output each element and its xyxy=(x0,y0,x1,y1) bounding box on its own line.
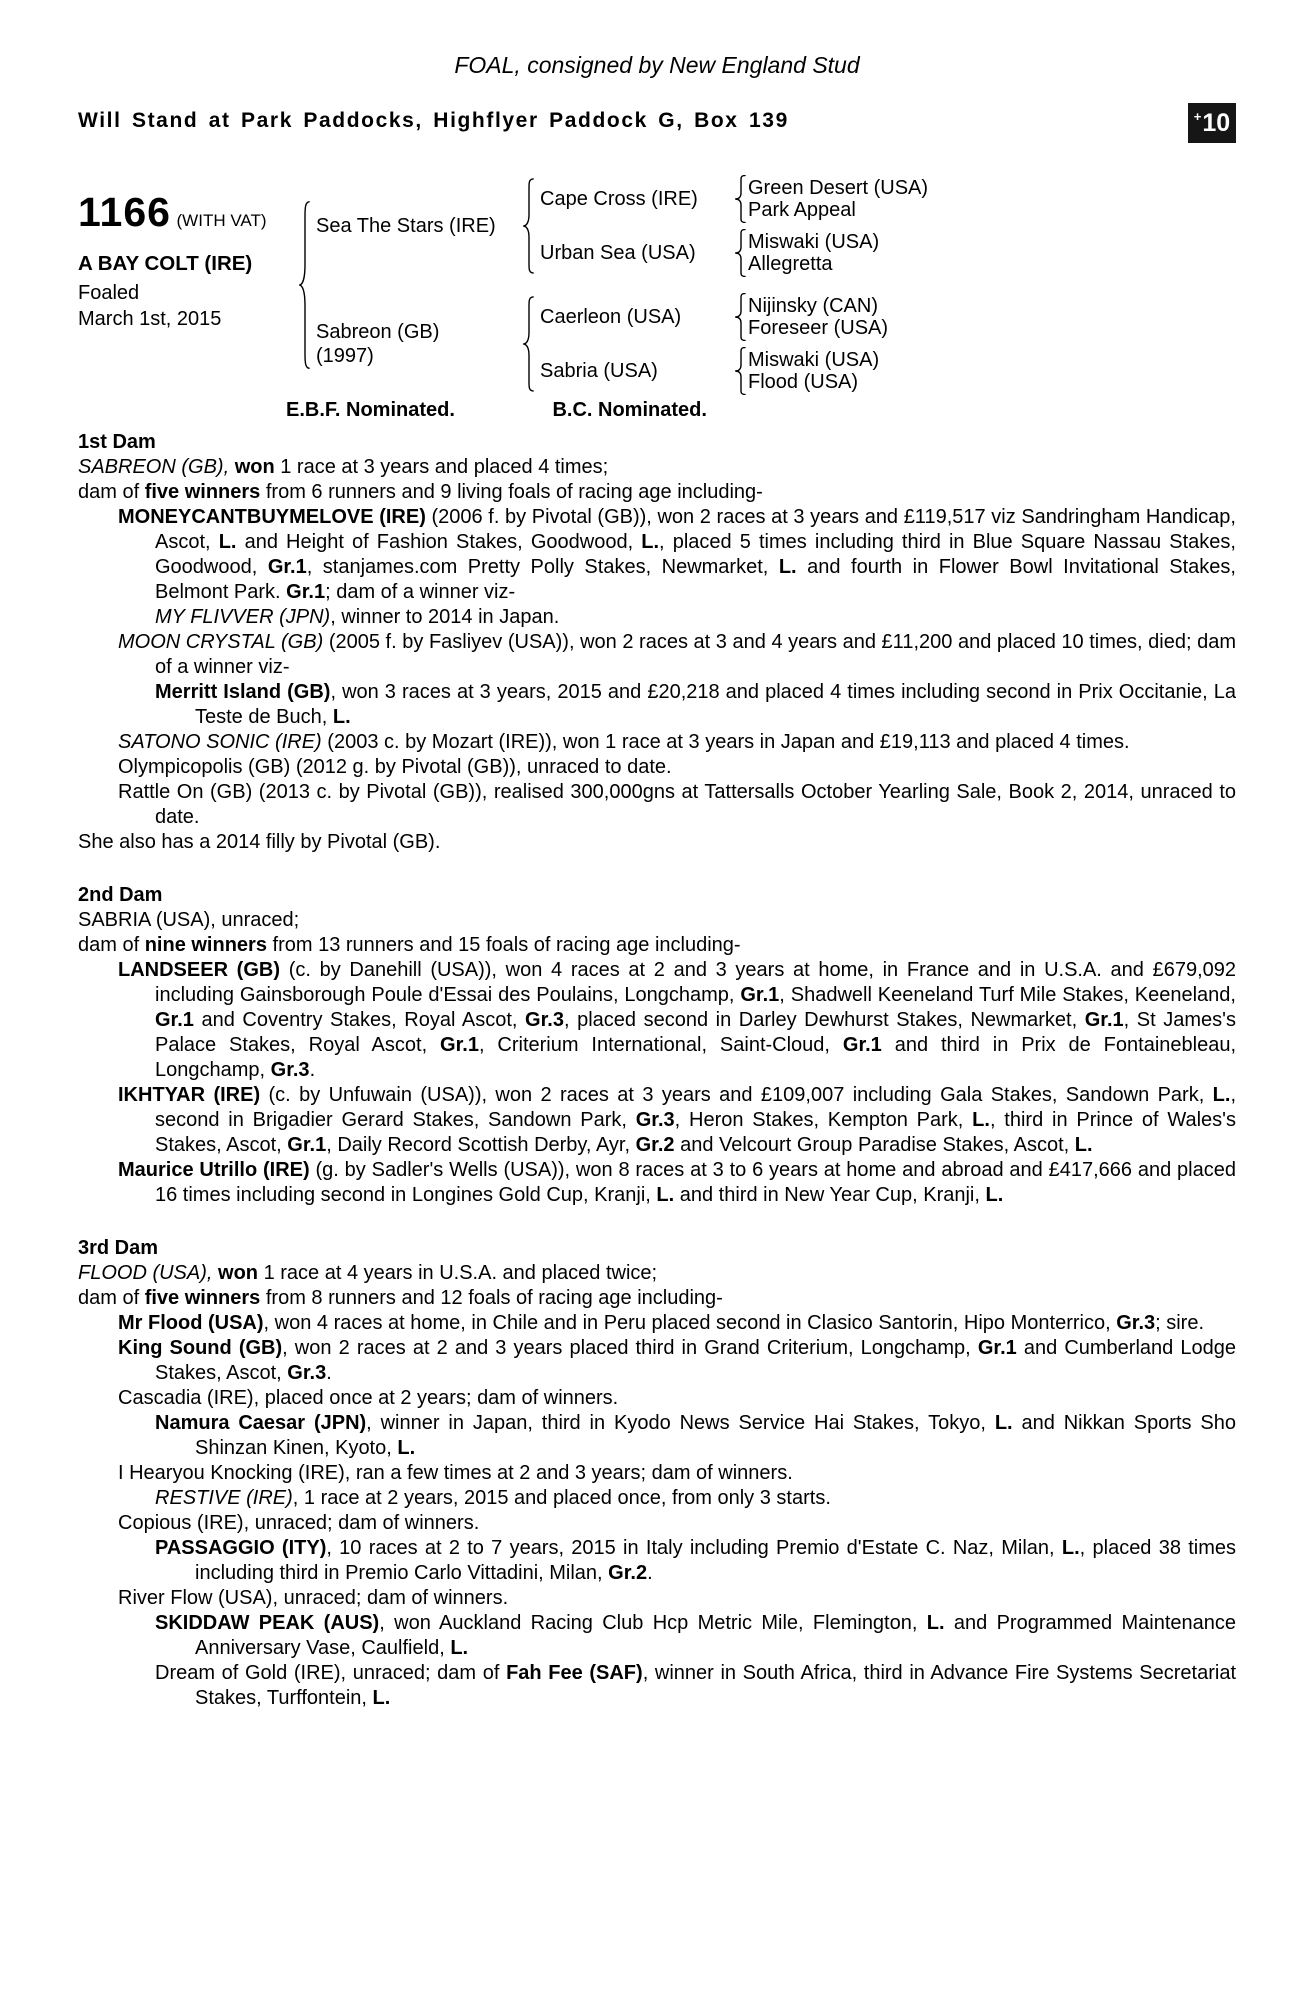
text-segment: and Cumberland Lodge Stakes, Ascot, xyxy=(155,1337,1236,1384)
text-segment: SABRIA (USA), unraced; xyxy=(78,909,300,931)
dam-parents xyxy=(536,293,888,395)
text-segment: . xyxy=(326,1362,332,1384)
brace-icon xyxy=(298,200,312,370)
catalogue-paragraph xyxy=(78,1286,1236,1311)
catalogue-paragraph xyxy=(78,1461,1236,1486)
text-segment: MONEYCANTBUYMELOVE (IRE) xyxy=(118,506,426,528)
catalogue-paragraph xyxy=(78,505,1236,605)
text-segment: five winners xyxy=(144,1287,261,1309)
lot-description: A BAY COLT (IRE) xyxy=(78,252,253,275)
text-segment: , Daily Record Scottish Derby, Ayr, xyxy=(326,1134,636,1156)
text-segment: Mr Flood (USA) xyxy=(118,1312,264,1334)
dam-dam-parents xyxy=(748,349,879,393)
text-segment: Copious (IRE), unraced; dam of winners. xyxy=(118,1512,480,1534)
catalogue-paragraph xyxy=(78,830,1236,855)
text-segment: Gr.3 xyxy=(635,1109,675,1131)
text-segment: Gr.3 xyxy=(287,1362,327,1384)
text-segment: and Coventry Stakes, Royal Ascot, xyxy=(193,1009,526,1031)
text-segment: Gr.1 xyxy=(287,1134,327,1156)
text-segment: (g. by Sadler's Wells (USA)), won 8 races at 3 to 6 years at home and abroad and £417,666 and placed 16 times including second in Longines Gold Cup, Kranji, xyxy=(155,1159,1236,1206)
nominations-line xyxy=(78,399,1236,422)
catalogue-paragraph xyxy=(78,605,1236,630)
text-segment: . xyxy=(309,1059,316,1081)
pedigree-sire-branch xyxy=(312,175,928,277)
sire-dam-sire-name: Miswaki (USA) xyxy=(748,231,880,253)
text-segment: dam of xyxy=(78,1287,145,1309)
text-segment: FLOOD (USA), xyxy=(78,1262,219,1284)
foaled-date: March 1st, 2015 xyxy=(78,308,222,330)
text-segment: (c. by Danehill (USA)), won 4 races at 2 and 3 years at home, in France and in U.S.A. and £679,092 including Gainsborough Poule d'Essai des Poulains, Longchamp, xyxy=(155,959,1237,1006)
text-segment: L. xyxy=(372,1687,391,1709)
text-segment: L. xyxy=(397,1437,416,1459)
catalogue-paragraph xyxy=(78,933,1236,958)
text-segment: nine winners xyxy=(144,934,267,956)
text-segment: Gr.1 xyxy=(286,581,326,603)
text-segment: , won Auckland Racing Club Hcp Metric Mile, Flemington, xyxy=(379,1612,927,1634)
text-segment: 1 race at 4 years in U.S.A. and placed twice; xyxy=(263,1262,658,1284)
catalogue-paragraph xyxy=(78,1083,1236,1158)
stand-row xyxy=(78,109,1236,153)
text-segment: I Hearyou Knocking (IRE), ran a few times at 2 and 3 years; dam of winners. xyxy=(118,1462,793,1484)
dam-sire-branch xyxy=(536,293,888,341)
text-segment: L. xyxy=(641,531,660,553)
sire-dam-branch xyxy=(536,229,928,277)
text-segment: . xyxy=(647,1562,653,1584)
dam-name xyxy=(312,320,522,368)
dam-section-heading: 1st Dam xyxy=(78,431,156,453)
text-segment: L. xyxy=(985,1184,1004,1206)
text-segment: SATONO SONIC (IRE) xyxy=(118,731,322,753)
text-segment: L. xyxy=(926,1612,945,1634)
dam-section-heading: 2nd Dam xyxy=(78,884,163,906)
text-segment: , second in Brigadier Gerard Stakes, Sandown Park, xyxy=(155,1084,1236,1131)
catalogue-paragraph xyxy=(78,755,1236,780)
sire-sire-dam-name: Park Appeal xyxy=(748,199,856,221)
catalogue-paragraph xyxy=(78,455,1236,480)
dam-name-text: Sabreon (GB) xyxy=(316,321,440,343)
pedigree-dam-branch xyxy=(312,293,928,395)
dam-year: (1997) xyxy=(316,345,374,367)
sire-sire-name: Cape Cross (IRE) xyxy=(540,187,698,210)
sire-name: Sea The Stars (IRE) xyxy=(316,215,496,237)
catalogue-paragraph xyxy=(78,480,1236,505)
text-segment: Cascadia (IRE), placed once at 2 years; dam of winners. xyxy=(118,1387,619,1409)
catalogue-paragraph xyxy=(78,730,1236,755)
catalogue-paragraph xyxy=(78,908,1236,933)
text-segment: , winner in Japan, third in Kyodo News Service Hai Stakes, Tokyo, xyxy=(366,1412,995,1434)
text-segment: from 13 runners and 15 foals of racing age including- xyxy=(266,934,741,956)
text-segment: L. xyxy=(332,706,351,728)
sire-dam-name: Urban Sea (USA) xyxy=(540,241,696,264)
catalogue-paragraph xyxy=(78,780,1236,830)
dam-dam-sire-name: Miswaki (USA) xyxy=(748,349,880,371)
text-segment: (c. by Unfuwain (USA)), won 2 races at 3 years and £109,007 including Gala Stakes, Sandown Park, xyxy=(260,1084,1213,1106)
text-segment: and third in New Year Cup, Kranji, xyxy=(674,1184,986,1206)
text-segment: , winner in South Africa, third in Advance Fire Systems Secretariat Stakes, Turffontein, xyxy=(195,1662,1237,1709)
text-segment: , Criterium International, Saint-Cloud, xyxy=(478,1034,843,1056)
text-segment: and Velcourt Group Paradise Stakes, Ascot, xyxy=(674,1134,1075,1156)
text-segment: Gr.2 xyxy=(608,1562,648,1584)
text-segment: Rattle On (GB) (2013 c. by Pivotal (GB)), realised 300,000gns at Tattersalls October Yearling Sale, Book 2, 2014, unraced to date. xyxy=(118,781,1236,828)
sire-sire-parents xyxy=(748,177,928,221)
catalogue-paragraph xyxy=(78,1586,1236,1611)
text-segment: Namura Caesar (JPN) xyxy=(155,1412,367,1434)
text-segment: RESTIVE (IRE) xyxy=(155,1487,293,1509)
ebf-nominated: E.B.F. Nominated. xyxy=(286,399,455,421)
pedigree-details xyxy=(78,430,1236,1711)
brace-icon xyxy=(734,175,748,223)
text-segment: LANDSEER (GB) xyxy=(118,959,281,981)
text-segment: from 6 runners and 9 living foals of racing age including- xyxy=(260,481,763,503)
catalogue-paragraph xyxy=(78,1336,1236,1386)
catalogue-paragraph xyxy=(78,1311,1236,1336)
catalogue-paragraph xyxy=(78,1536,1236,1586)
catalogue-paragraph xyxy=(78,1386,1236,1411)
text-segment: L. xyxy=(1074,1134,1093,1156)
text-segment: Olympicopolis (GB) (2012 g. by Pivotal (GB)), unraced to date. xyxy=(118,756,672,778)
text-segment: , placed second in Darley Dewhurst Stakes, Newmarket, xyxy=(563,1009,1085,1031)
text-segment: , 1 race at 2 years, 2015 and placed once, from only 3 starts. xyxy=(292,1487,831,1509)
sire-parents xyxy=(536,175,928,277)
sire-dam-parents xyxy=(748,231,879,275)
badge-number: 10 xyxy=(1202,108,1231,137)
dam-sire-dam-name: Foreseer (USA) xyxy=(748,317,889,339)
text-segment: SKIDDAW PEAK (AUS) xyxy=(155,1612,380,1634)
text-segment: Gr.2 xyxy=(635,1134,675,1156)
text-segment: Gr.1 xyxy=(267,556,307,578)
text-segment: Gr.1 xyxy=(740,984,780,1006)
text-segment: , winner to 2014 in Japan. xyxy=(330,606,560,628)
lot-number-line xyxy=(78,189,298,236)
dam-sire-parents xyxy=(748,295,888,339)
text-segment: (2006 f. by Pivotal (GB)), won 2 races at 3 years and £119,517 viz Sandringham Handicap, Ascot, xyxy=(155,506,1236,553)
dam-section-heading: 3rd Dam xyxy=(78,1237,159,1259)
text-segment: and fourth in Flower Bowl Invitational Stakes, Belmont Park. xyxy=(155,556,1236,603)
text-segment: , won 4 races at home, in Chile and in Peru placed second in Clasico Santorin, Hipo Monterrico, xyxy=(263,1312,1117,1334)
catalogue-paragraph xyxy=(78,1661,1236,1711)
text-segment: 1 race at 3 years and placed 4 times; xyxy=(280,456,609,478)
catalogue-paragraph xyxy=(78,1158,1236,1208)
text-segment: Gr.1 xyxy=(440,1034,479,1056)
sire-dam-dam-name: Allegretta xyxy=(748,253,833,275)
text-segment: L. xyxy=(218,531,237,553)
text-segment: (2003 c. by Mozart (IRE)), won 1 race at 3 years in Japan and £19,113 and placed 4 times. xyxy=(321,731,1130,753)
foaled-label: Foaled xyxy=(78,282,140,304)
text-segment: River Flow (USA), unraced; dam of winners. xyxy=(118,1587,509,1609)
text-segment: and Height of Fashion Stakes, Goodwood, xyxy=(236,531,642,553)
catalogue-paragraph xyxy=(78,1611,1236,1661)
text-segment: won xyxy=(218,1262,264,1284)
text-segment: , Shadwell Keeneland Turf Mile Stakes, Keeneland, xyxy=(779,984,1236,1006)
text-segment: Gr.3 xyxy=(525,1009,564,1031)
text-segment: , won 2 races at 2 and 3 years placed third in Grand Criterium, Longchamp, xyxy=(282,1337,978,1359)
text-segment: L. xyxy=(656,1184,675,1206)
text-segment: Gr.1 xyxy=(1084,1009,1124,1031)
consignor-line: FOAL, consigned by New England Stud xyxy=(454,52,860,78)
catalogue-paragraph xyxy=(78,680,1236,730)
text-segment: Gr.1 xyxy=(977,1337,1017,1359)
text-segment: won xyxy=(234,456,281,478)
dam-dam-name: Sabria (USA) xyxy=(540,359,658,382)
catalogue-paragraph xyxy=(78,1486,1236,1511)
text-segment: , stanjames.com Pretty Polly Stakes, Newmarket, xyxy=(306,556,779,578)
text-segment: L. xyxy=(1061,1537,1080,1559)
text-segment: MOON CRYSTAL (GB) xyxy=(118,631,324,653)
text-segment: Gr.1 xyxy=(842,1034,882,1056)
brace-icon xyxy=(734,347,748,395)
text-segment: , St James's Palace Stakes, Royal Ascot, xyxy=(155,1009,1236,1056)
text-segment: , placed 5 times including third in Blue Square Nassau Stakes, Goodwood, xyxy=(155,531,1236,578)
text-segment: five winners xyxy=(144,481,261,503)
catalogue-paragraph xyxy=(78,1261,1236,1286)
text-segment: , won 3 races at 3 years, 2015 and £20,218 and placed 4 times including second in Prix Occitanie, La Teste de Buch, xyxy=(195,681,1237,728)
text-segment: Gr.3 xyxy=(270,1059,310,1081)
sire-sire-sire-name: Green Desert (USA) xyxy=(748,177,929,199)
text-segment: and Nikkan Sports Sho Shinzan Kinen, Kyoto, xyxy=(195,1412,1236,1459)
text-segment: Dream of Gold (IRE), unraced; dam of xyxy=(155,1662,507,1684)
text-segment: , third in Prince of Wales's Stakes, Ascot, xyxy=(155,1109,1236,1156)
brace-icon xyxy=(522,178,536,274)
text-segment: L. xyxy=(778,556,797,578)
text-segment: L. xyxy=(450,1637,469,1659)
text-segment: from 8 runners and 12 foals of racing age including- xyxy=(260,1287,723,1309)
pedigree-tree xyxy=(298,175,1236,395)
text-segment: Maurice Utrillo (IRE) xyxy=(118,1159,310,1181)
catalogue-paragraph xyxy=(78,630,1236,680)
text-segment: King Sound (GB) xyxy=(118,1337,283,1359)
text-segment: , placed 38 times including third in Premio Carlo Vittadini, Milan, xyxy=(195,1537,1237,1584)
text-segment: dam of xyxy=(78,481,145,503)
bc-nominated: B.C. Nominated. xyxy=(552,399,707,421)
text-segment: (2005 f. by Fasliyev (USA)), won 2 races at 3 and 4 years and £11,200 and placed 10 times, died; dam of a winner viz- xyxy=(155,631,1236,678)
text-segment: ; sire. xyxy=(1155,1312,1205,1334)
dam-sire-name: Caerleon (USA) xyxy=(540,305,682,328)
text-segment: Gr.3 xyxy=(1116,1312,1156,1334)
text-segment: ; dam of a winner viz- xyxy=(325,581,516,603)
catalogue-paragraph xyxy=(78,1411,1236,1461)
stand-location-line: Will Stand at Park Paddocks, Highflyer Paddock G, Box 139 xyxy=(78,109,789,132)
text-segment: SABREON (GB), xyxy=(78,456,235,478)
catalogue-paragraph xyxy=(78,958,1236,1083)
text-segment: L. xyxy=(1212,1084,1231,1106)
vat-note: (WITH VAT) xyxy=(176,211,267,230)
badge-plus-sign: + xyxy=(1193,108,1202,124)
text-segment: , Heron Stakes, Kempton Park, xyxy=(674,1109,973,1131)
text-segment: PASSAGGIO (ITY) xyxy=(155,1537,327,1559)
pedigree-gen1-column xyxy=(312,175,928,395)
text-segment: Merritt Island (GB) xyxy=(155,681,331,703)
text-segment: , 10 races at 2 to 7 years, 2015 in Italy including Premio d'Estate C. Naz, Milan, xyxy=(326,1537,1062,1559)
text-segment: Gr.1 xyxy=(155,1009,194,1031)
text-segment: She also has a 2014 filly by Pivotal (GB). xyxy=(78,831,441,853)
lot-info xyxy=(78,175,298,395)
brace-icon xyxy=(522,296,536,392)
lot-number: 1166 xyxy=(78,189,171,235)
sire-sire-branch xyxy=(536,175,928,223)
dam-sire-sire-name: Nijinsky (CAN) xyxy=(748,295,878,317)
sale-book-badge xyxy=(1188,103,1236,143)
text-segment: MY FLIVVER (JPN) xyxy=(155,606,331,628)
text-segment: and Programmed Maintenance Anniversary Vase, Caulfield, xyxy=(195,1612,1237,1659)
brace-icon xyxy=(734,229,748,277)
text-segment: L. xyxy=(972,1109,990,1131)
text-segment: IKHTYAR (IRE) xyxy=(118,1084,261,1106)
text-segment: Fah Fee (SAF) xyxy=(506,1662,643,1684)
text-segment: L. xyxy=(994,1412,1013,1434)
catalogue-paragraph xyxy=(78,1511,1236,1536)
lot-header xyxy=(78,175,1236,395)
text-segment: dam of xyxy=(78,934,145,956)
dam-dam-dam-name: Flood (USA) xyxy=(748,371,859,393)
brace-icon xyxy=(734,293,748,341)
text-segment: and third in Prix de Fontainebleau, Longchamp, xyxy=(155,1034,1237,1081)
dam-dam-branch xyxy=(536,347,888,395)
